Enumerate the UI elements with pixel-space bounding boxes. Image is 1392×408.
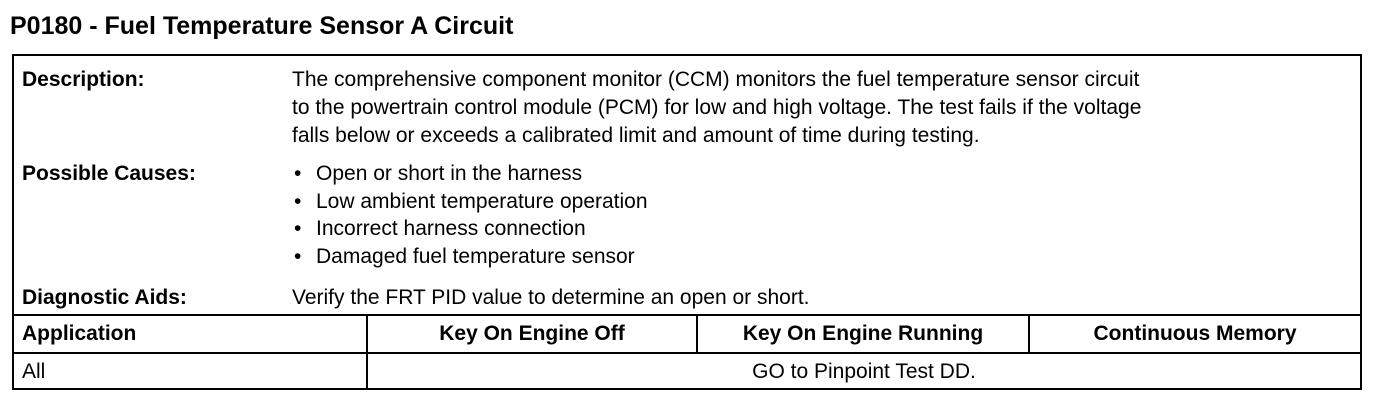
diagnostic-aids-text: Verify the FRT PID value to determine an open or short. (292, 286, 810, 309)
column-header-koer: Key On Engine Running (697, 315, 1029, 353)
cell-application: All (14, 353, 367, 390)
list-item: • Incorrect harness connection (292, 215, 648, 243)
table-row (14, 353, 1360, 390)
description-text (292, 66, 1141, 150)
possible-causes-label: Possible Causes: (22, 162, 196, 185)
description-label: Description: (22, 68, 145, 91)
cell-action: GO to Pinpoint Test DD. (367, 353, 1360, 390)
dtc-info-box (12, 54, 1362, 390)
possible-causes-list (292, 160, 648, 270)
list-item: • Damaged fuel temperature sensor (292, 243, 648, 271)
page-title: P0180 - Fuel Temperature Sensor A Circuit (10, 12, 514, 40)
table-header-row (14, 315, 1360, 353)
column-header-koeo: Key On Engine Off (367, 315, 697, 353)
diagnostic-aids-label: Diagnostic Aids: (22, 286, 187, 309)
list-item: • Low ambient temperature operation (292, 188, 648, 216)
list-item: • Open or short in the harness (292, 160, 648, 188)
description-line: to the powertrain control module (PCM) for low and high voltage. The test fails if the voltage (292, 96, 1142, 119)
description-line: falls below or exceeds a calibrated limit and amount of time during testing. (292, 124, 980, 147)
column-header-continuous-memory: Continuous Memory (1029, 315, 1360, 353)
application-table (14, 314, 1360, 390)
description-line: The comprehensive component monitor (CCM) monitors the fuel temperature sensor circuit (292, 68, 1140, 91)
column-header-application: Application (14, 315, 367, 353)
